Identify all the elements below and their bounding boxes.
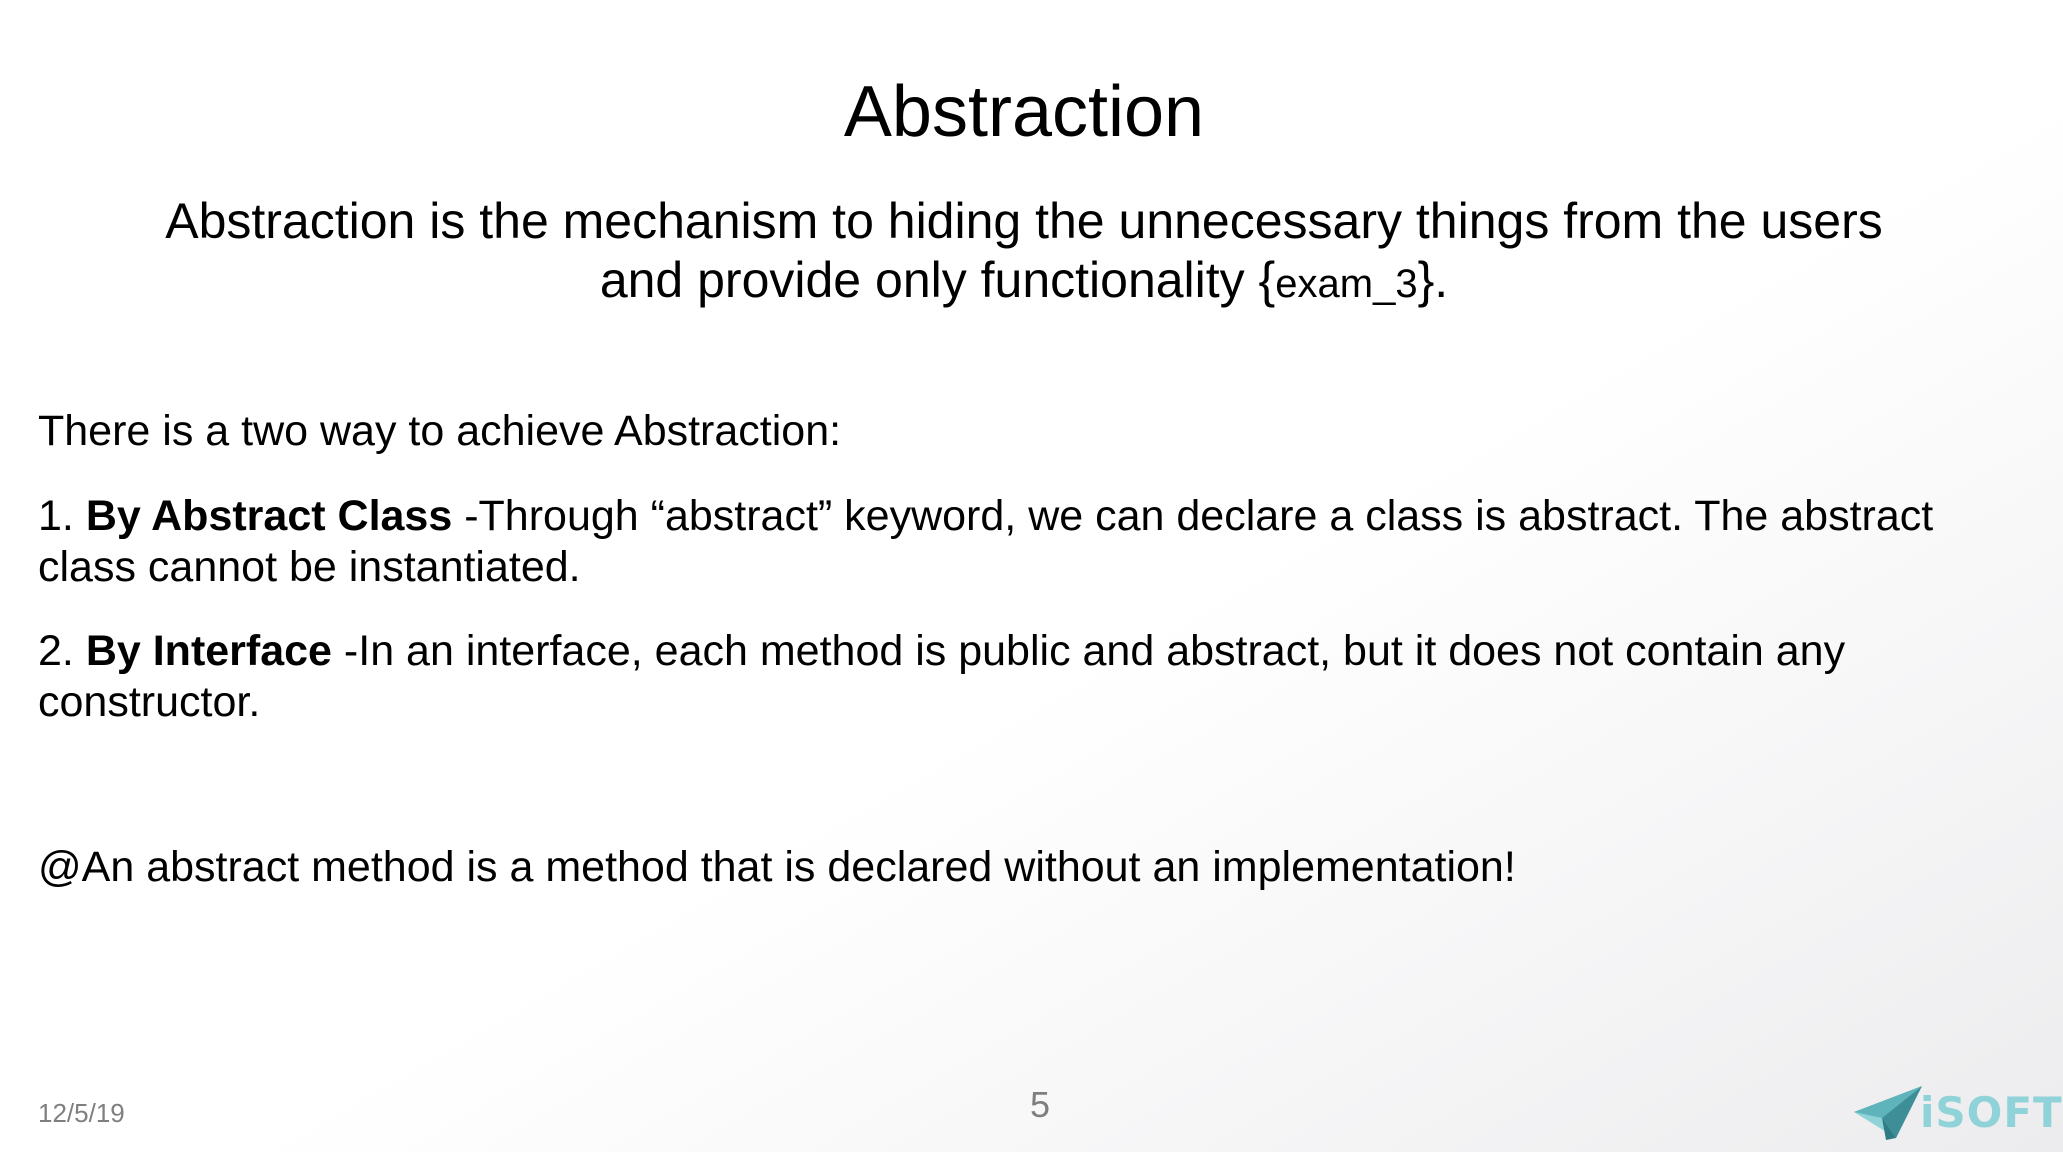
list-item-interface [38, 626, 1938, 728]
list-item-number: 2. [38, 627, 86, 675]
logo-text: iSOFT [1920, 1088, 2063, 1137]
list-item-label: By Interface [85, 627, 332, 675]
list-item-number: 1. [38, 492, 86, 540]
definition-text: Abstraction is the mechanism to hiding the unnecessary things from the users and provide only functionality { [165, 193, 1883, 308]
slide-title: Abstraction [843, 72, 1205, 152]
company-logo [1852, 1082, 2063, 1142]
note-text: @An abstract method is a method that is declared without an implementation! [38, 843, 1516, 891]
list-item-text: -Through “abstract” keyword, we can declare a class is abstract. The abstract class cannot be instantiated. [38, 492, 1934, 591]
definition-paragraph [120, 192, 1928, 314]
paper-plane-logo-icon [1852, 1082, 1926, 1142]
list-item-text: -In an interface, each method is public and abstract, but it does not contain any constructor. [38, 627, 1846, 726]
list-item-label: By Abstract Class [85, 492, 453, 540]
list-item-abstract-class [38, 491, 1938, 593]
page-number: 5 [1029, 1084, 1051, 1125]
definition-suffix: }. [1417, 252, 1449, 308]
definition-reference: exam_3 [1275, 262, 1418, 306]
footer-date: 12/5/19 [38, 1098, 125, 1128]
intro-text: There is a two way to achieve Abstraction: [38, 407, 842, 455]
